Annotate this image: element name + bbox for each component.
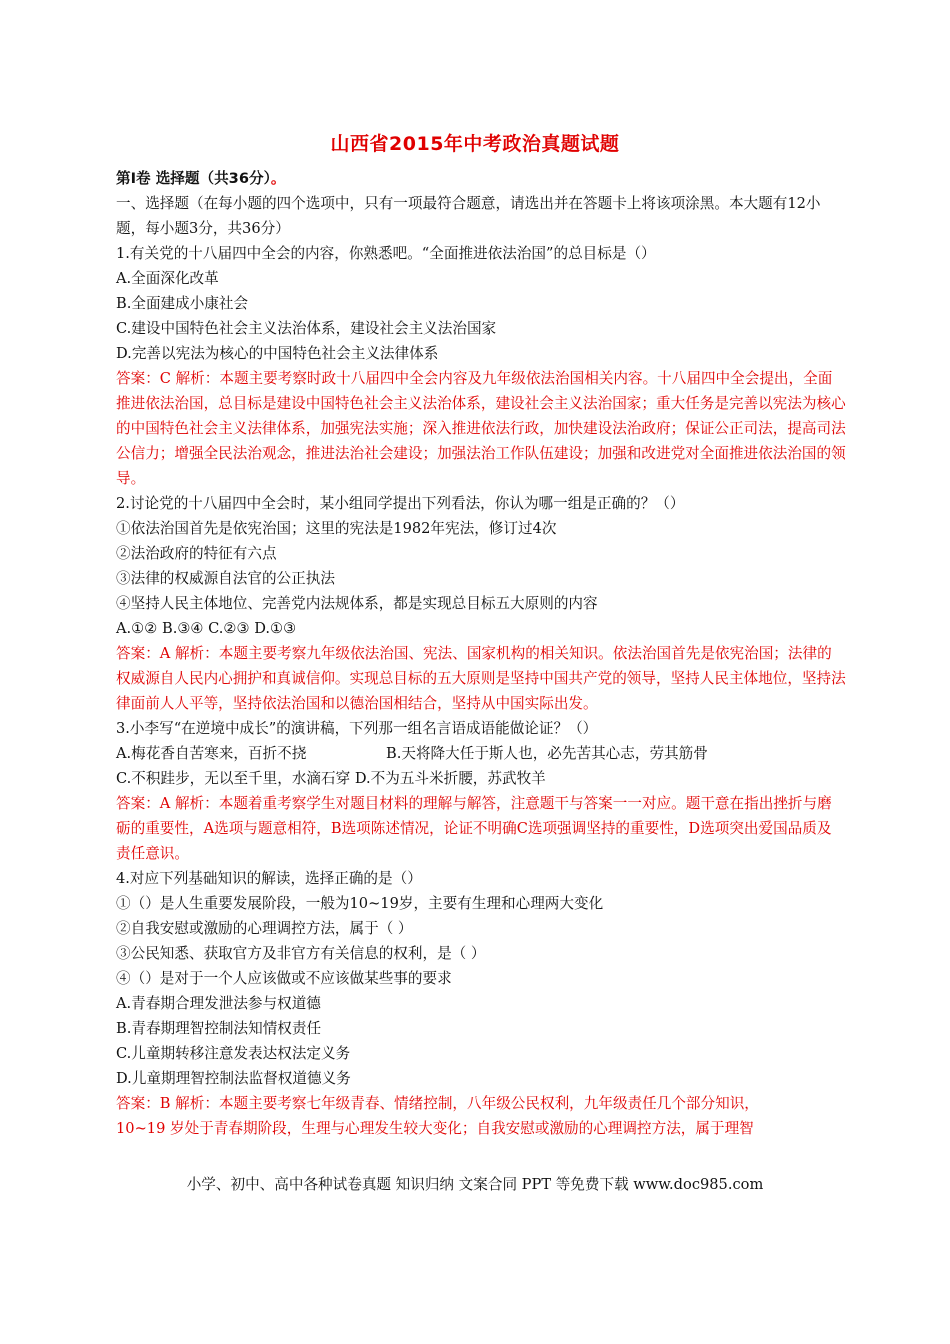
section-header-dot: 。 xyxy=(270,170,286,187)
q1-option-d: D.完善以宪法为核心的中国特色社会主义法律体系 xyxy=(116,345,439,362)
q4-option-c: C.儿童期转移注意发表达权法定义务 xyxy=(116,1045,351,1062)
q3-options-row-1 xyxy=(116,741,846,766)
q4-stem: 4.对应下列基础知识的解读，选择正确的是（） xyxy=(116,870,422,887)
q2-stem: 2.讨论党的十八届四中全会时，某小组同学提出下列看法，你认为哪一组是正确的？（） xyxy=(116,495,685,512)
q3-option-a: A.梅花香自苦寒来，百折不挠 xyxy=(116,745,307,762)
q4-item-2: ②自我安慰或激励的心理调控方法，属于（ ） xyxy=(116,920,413,937)
q4-answer-line-2: 10~19 岁处于青春期阶段，生理与心理发生较大变化；自我安慰或激励的心理调控方法，属于理智 xyxy=(116,1120,754,1137)
q2-item-3: ③法律的权威源自法官的公正执法 xyxy=(116,570,335,587)
section-header xyxy=(116,166,846,191)
q1-option-a: A.全面深化改革 xyxy=(116,270,219,287)
q2-answer: 答案：A 解析：本题主要考察九年级依法治国、宪法、国家机构的相关知识。依法治国首先是依宪治国；法律的权威源自人民内心拥护和真诚信仰。实现总目标的五大原则是坚持中国共产党的领导，坚持人民主体地位，坚持法律面前人人平等，坚持依法治国和以德治国相结合，坚持从中国实际出发。 xyxy=(116,645,846,712)
q3-stem: 3.小李写“在逆境中成长”的演讲稿，下列那一组名言语成语能做论证？（） xyxy=(116,720,598,737)
q4-item-4: ④（）是对于一个人应该做或不应该做某些事的要求 xyxy=(116,970,452,987)
q4-option-b: B.青春期理智控制法知情权责任 xyxy=(116,1020,322,1037)
q1-stem: 1.有关党的十八届四中全会的内容，你熟悉吧。“全面推进依法治国”的总目标是（） xyxy=(116,245,656,262)
page-footer: 小学、初中、高中各种试卷真题 知识归纳 文案合同 PPT 等免费下载 www.doc985.com xyxy=(186,1176,764,1193)
page-title: 山西省2015年中考政治真题试题 xyxy=(330,133,620,155)
q2-item-2: ②法治政府的特征有六点 xyxy=(116,545,277,562)
q1-option-b: B.全面建成小康社会 xyxy=(116,295,249,312)
q4-item-3: ③公民知悉、获取官方及非官方有关信息的权利，是（ ） xyxy=(116,945,486,962)
q3-options-row-2: C.不积跬步，无以至千里，水滴石穿 D.不为五斗米折腰，苏武牧羊 xyxy=(116,770,546,787)
document-body xyxy=(116,166,846,1141)
q2-item-1: ①依法治国首先是依宪治国；这里的宪法是1982年宪法，修订过4次 xyxy=(116,520,557,537)
section-header-text: 第Ⅰ卷 选择题（共36分） xyxy=(116,170,271,187)
instructions: 一、选择题（在每小题的四个选项中，只有一项最符合题意，请选出并在答题卡上将该项涂黑。本大题有12小题，每小题3分，共36分） xyxy=(116,195,821,237)
q4-option-a: A.青春期合理发泄法参与权道德 xyxy=(116,995,321,1012)
q1-answer: 答案：C 解析：本题主要考察时政十八届四中全会内容及九年级依法治国相关内容。十八届四中全会提出，全面推进依法治国，总目标是建设中国特色社会主义法治体系，建设社会主义法治国家；重大任务是完善以宪法为核心的中国特色社会主义法律体系，加强宪法实施；深入推进依法行政，加快建设法治政府；保证公正司法，提高司法公信力；增强全民法治观念，推进法治社会建设；加强法治工作队伍建设；加强和改进党对全面推进依法治国的领导。 xyxy=(116,370,846,487)
q4-option-d: D.儿童期理智控制法监督权道德义务 xyxy=(116,1070,351,1087)
q1-option-c: C.建设中国特色社会主义法治体系，建设社会主义法治国家 xyxy=(116,320,497,337)
q2-item-4: ④坚持人民主体地位、完善党内法规体系，都是实现总目标五大原则的内容 xyxy=(116,595,598,612)
q3-option-b: B.天将降大任于斯人也，必先苦其心志，劳其筋骨 xyxy=(386,745,708,762)
q4-answer-line-1: 答案：B 解析：本题主要考察七年级青春、情绪控制，八年级公民权利，九年级责任几个部分知识， xyxy=(116,1095,759,1112)
q4-item-1: ①（）是人生重要发展阶段，一般为10~19岁，主要有生理和心理两大变化 xyxy=(116,895,604,912)
q2-options: A.①② B.③④ C.②③ D.①③ xyxy=(116,620,297,637)
q3-answer: 答案：A 解析：本题着重考察学生对题目材料的理解与解答，注意题干与答案一一对应。题干意在指出挫折与磨砺的重要性，A选项与题意相符，B选项陈述情况，论证不明确C选项强调坚持的重要性，D选项突出爱国品质及责任意识。 xyxy=(116,795,832,862)
